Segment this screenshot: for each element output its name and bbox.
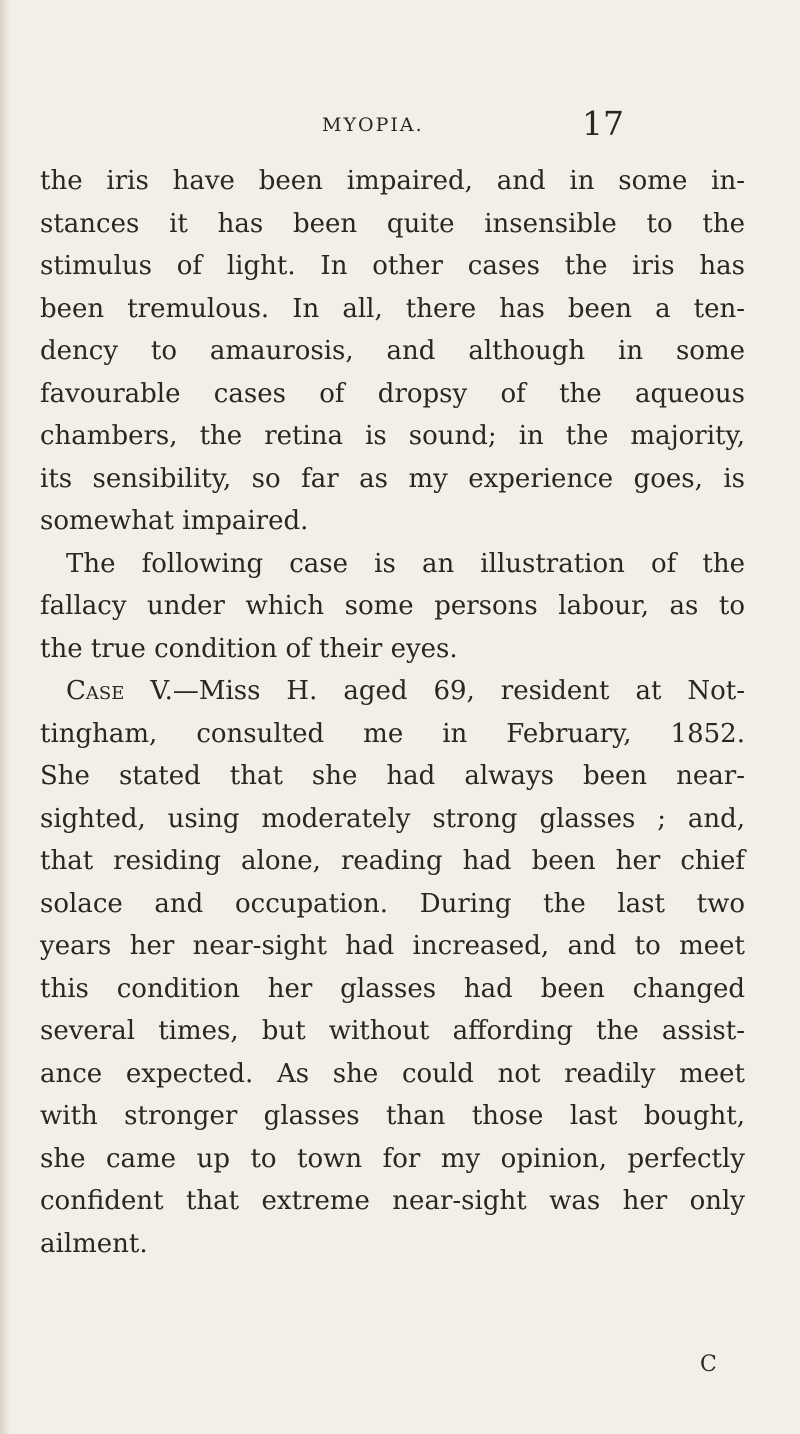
text-line: stances it has been quite insensible to the xyxy=(40,208,745,239)
text-line: The following case is an illustration of the xyxy=(66,548,745,579)
text-line: chambers, the retina is sound; in the majority, xyxy=(40,421,745,451)
case-heading-line xyxy=(40,670,745,713)
text-line: confident that extreme near-sight was her only xyxy=(40,1186,745,1216)
case-heading-text: V.—Miss H. aged 69, resident at Not- xyxy=(124,676,745,706)
text-line: solace and occupation. During the last two xyxy=(40,888,745,919)
running-head-title: MYOPIA. xyxy=(322,114,424,136)
text-line: been tremulous. In all, there has been a ten- xyxy=(40,293,745,324)
text-line: the iris have been impaired, and in some in- xyxy=(40,166,745,196)
text-line: several times, but without affording the assist- xyxy=(40,1016,745,1046)
page-edge-shadow xyxy=(0,0,10,1434)
text-line: favourable cases of dropsy of the aqueous xyxy=(40,378,745,409)
text-line: fallacy under which some persons labour, as to xyxy=(40,591,745,621)
case-label: Case xyxy=(66,676,125,706)
text-line: this condition her glasses had been changed xyxy=(40,973,745,1004)
body-text xyxy=(40,160,745,1265)
text-line: sighted, using moderately strong glasses ; and, xyxy=(40,803,745,834)
page-number: 17 xyxy=(582,104,624,143)
text-line: she came up to town for my opinion, perfectly xyxy=(40,1143,745,1174)
text-line: the true condition of their eyes. xyxy=(40,633,458,664)
running-head xyxy=(0,104,800,144)
text-line: somewhat impaired. xyxy=(40,506,309,536)
text-line: She stated that she had always been near- xyxy=(40,761,745,791)
signature-mark: C xyxy=(700,1352,717,1377)
text-line: tingham, consulted me in February, 1852. xyxy=(40,718,745,749)
text-line: its sensibility, so far as my experience goes, is xyxy=(40,463,745,494)
text-line: ance expected. As she could not readily meet xyxy=(40,1058,745,1089)
text-line: stimulus of light. In other cases the iris has xyxy=(40,251,745,281)
text-line: dency to amaurosis, and although in some xyxy=(40,336,745,366)
text-line: with stronger glasses than those last bought, xyxy=(40,1101,745,1131)
text-line: that residing alone, reading had been her chief xyxy=(40,846,745,876)
text-line: ailment. xyxy=(40,1228,148,1259)
text-line: years her near-sight had increased, and to meet xyxy=(40,931,745,961)
